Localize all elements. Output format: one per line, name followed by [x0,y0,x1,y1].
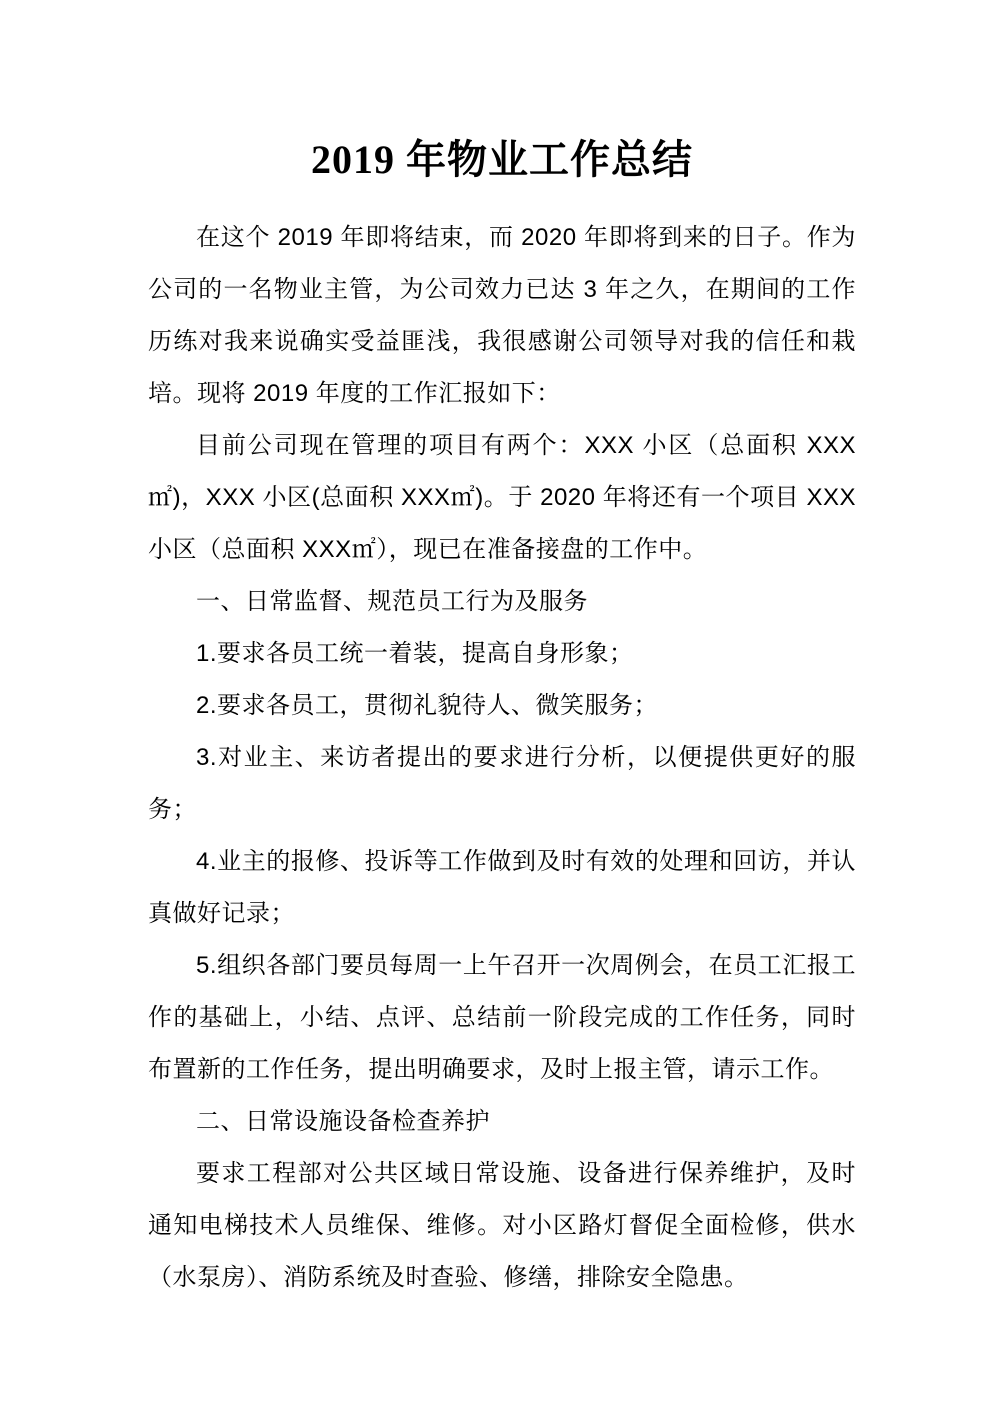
paragraph-projects: 目前公司现在管理的项目有两个：XXX 小区（总面积 XXX㎡)，XXX 小区(总面积 XXX㎡)。于 2020 年将还有一个项目 XXX 小区（总面积 XXX㎡），现已在准备接盘的工作中。 [148,432,856,563]
list-item-4: 4.业主的报修、投诉等工作做到及时有效的处理和回访，并认真做好记录； [148,848,856,927]
list-item-1: 1.要求各员工统一着装，提高自身形象； [196,640,634,667]
document-title: 2019 年物业工作总结 [311,137,693,182]
list-item-2: 2.要求各员工，贯彻礼貌待人、微笑服务； [196,692,659,719]
paragraph-maintenance: 要求工程部对公共区域日常设施、设备进行保养维护，及时通知电梯技术人员维保、维修。对小区路灯督促全面检修，供水（水泵房）、消防系统及时查验、修缮，排除安全隐患。 [148,1160,856,1291]
list-item-5: 5.组织各部门要员每周一上午召开一次周例会，在员工汇报工作的基础上，小结、点评、总结前一阶段完成的工作任务，同时布置新的工作任务，提出明确要求，及时上报主管，请示工作。 [148,952,856,1083]
document-body [148,212,856,1304]
paragraph-intro: 在这个 2019 年即将结束，而 2020 年即将到来的日子。作为公司的一名物业主管，为公司效力已达 3 年之久，在期间的工作历练对我来说确实受益匪浅，我很感谢公司领导对我的信任和栽培。现将 2019 年度的工作汇报如下： [148,224,856,407]
list-item-3: 3.对业主、来访者提出的要求进行分析，以便提供更好的服务； [148,744,856,823]
section-heading-2: 二、日常设施设备检查养护 [196,1108,490,1135]
section-heading-1: 一、日常监督、规范员工行为及服务 [196,588,588,615]
